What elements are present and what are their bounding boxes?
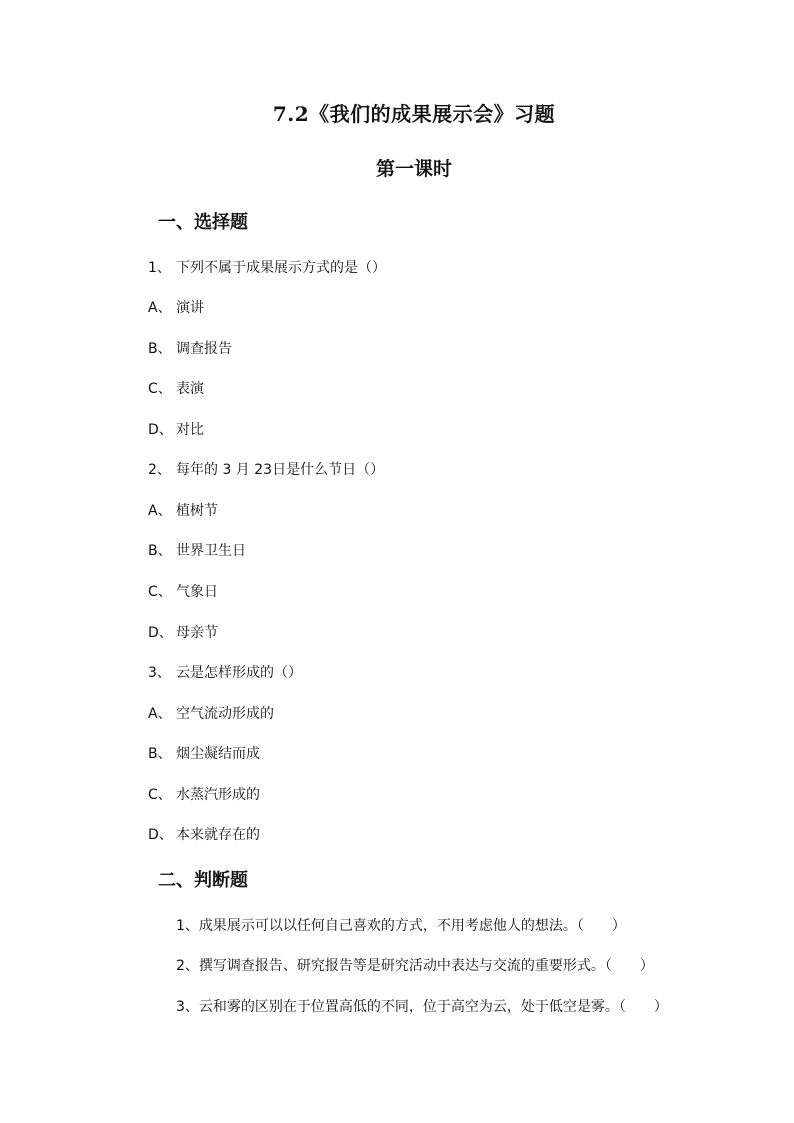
question-number: 2、 bbox=[148, 462, 171, 478]
option-2a bbox=[148, 500, 218, 520]
option-text: 植树节 bbox=[176, 503, 218, 519]
judge-item-3: 3、云和雾的区别在于位置高低的不同，位于高空为云，处于低空是雾。（ ） bbox=[176, 999, 668, 1015]
option-text: 本来就存在的 bbox=[176, 827, 260, 843]
section-heading-judge: 二、判断题 bbox=[158, 870, 248, 891]
option-1c bbox=[148, 378, 204, 398]
question-3 bbox=[148, 662, 302, 682]
option-label: A、 bbox=[148, 503, 172, 519]
option-label: B、 bbox=[148, 543, 172, 559]
option-2d bbox=[148, 622, 218, 642]
option-label: D、 bbox=[148, 827, 173, 843]
question-text: 下列不属于成果展示方式的是（） bbox=[176, 260, 386, 276]
judge-item-1: 1、成果展示可以以任何自己喜欢的方式，不用考虑他人的想法。（ ） bbox=[176, 918, 626, 934]
question-text: 云是怎样形成的（） bbox=[176, 665, 302, 681]
option-2b bbox=[148, 540, 246, 560]
question-2 bbox=[148, 459, 384, 479]
option-text: 母亲节 bbox=[176, 625, 218, 641]
option-1d bbox=[148, 419, 204, 439]
option-3a bbox=[148, 703, 274, 723]
option-3b bbox=[148, 743, 260, 763]
question-number: 1、 bbox=[148, 260, 171, 276]
option-label: C、 bbox=[148, 787, 172, 803]
option-1a bbox=[148, 297, 204, 317]
option-3c bbox=[148, 784, 260, 804]
option-3d bbox=[148, 824, 260, 844]
option-text: 演讲 bbox=[176, 300, 204, 316]
document-title: 7.2《我们的成果展示会》习题 bbox=[272, 102, 556, 126]
judge-item-2: 2、撰写调查报告、研究报告等是研究活动中表达与交流的重要形式。（ ） bbox=[176, 958, 654, 974]
option-text: 空气流动形成的 bbox=[176, 706, 274, 722]
option-label: B、 bbox=[148, 341, 172, 357]
option-text: 水蒸汽形成的 bbox=[176, 787, 260, 803]
option-label: D、 bbox=[148, 422, 173, 438]
option-text: 气象日 bbox=[176, 584, 218, 600]
option-label: A、 bbox=[148, 706, 172, 722]
question-1 bbox=[148, 257, 386, 277]
document-subtitle: 第一课时 bbox=[375, 158, 452, 180]
question-number: 3、 bbox=[148, 665, 171, 681]
option-label: B、 bbox=[148, 746, 172, 762]
option-text: 烟尘凝结而成 bbox=[176, 746, 260, 762]
question-text: 每年的 3 月 23日是什么节日（） bbox=[176, 462, 385, 478]
option-label: C、 bbox=[148, 584, 172, 600]
option-text: 对比 bbox=[176, 422, 204, 438]
option-text: 世界卫生日 bbox=[176, 543, 246, 559]
option-label: C、 bbox=[148, 381, 172, 397]
option-label: D、 bbox=[148, 625, 173, 641]
option-text: 表演 bbox=[176, 381, 204, 397]
option-1b bbox=[148, 338, 232, 358]
section-heading-choice: 一、选择题 bbox=[158, 212, 248, 233]
option-2c bbox=[148, 581, 218, 601]
option-label: A、 bbox=[148, 300, 172, 316]
option-text: 调查报告 bbox=[176, 341, 232, 357]
